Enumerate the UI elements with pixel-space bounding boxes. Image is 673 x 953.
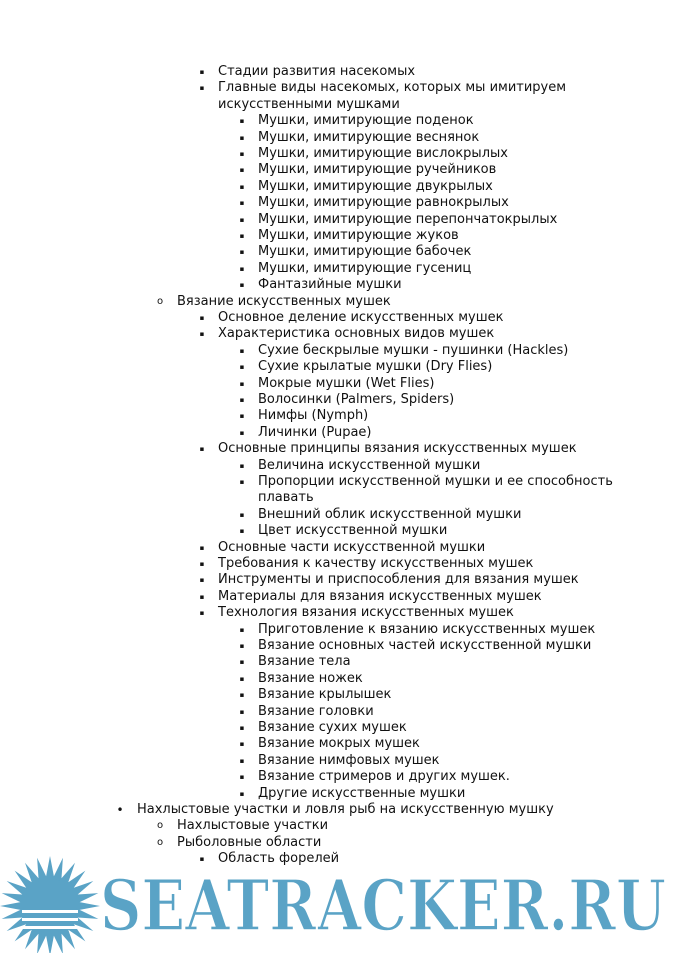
outline-item-text: Сухие крылатые мушки (Dry Flies) xyxy=(258,359,493,375)
outline-item-level-4 xyxy=(0,507,673,523)
outline-item-level-4 xyxy=(0,474,673,507)
outline-item-text: Вязание сухих мушек xyxy=(258,720,407,735)
outline-item-level-4 xyxy=(0,277,673,293)
list-bullet: ▪ xyxy=(239,248,245,257)
outline-item-text: Цвет искусственной мушки xyxy=(258,523,448,539)
list-bullet: ▪ xyxy=(239,461,245,470)
outline-item-level-4 xyxy=(0,638,673,654)
outline-item-text: Нимфы (Nymph) xyxy=(258,408,369,424)
list-bullet: ▪ xyxy=(199,314,205,322)
list-bullet: ▪ xyxy=(239,166,245,175)
outline-item-level-4 xyxy=(0,753,673,769)
outline-item-level-4 xyxy=(0,179,673,195)
outline-item-text: Область форелей xyxy=(218,851,340,867)
outline-item-text: Мушки, имитирующие веснянок xyxy=(258,129,480,145)
list-bullet: ▪ xyxy=(199,576,205,585)
outline-item-text: Личинки (Pupae) xyxy=(258,424,372,440)
list-bullet: ▪ xyxy=(239,756,245,765)
sun-icon xyxy=(0,856,100,953)
outline-item-text: Мушки, имитирующие гусениц xyxy=(258,260,472,276)
list-bullet: ▪ xyxy=(239,510,245,519)
outline-item-level-4 xyxy=(0,376,673,392)
list-bullet: ▪ xyxy=(239,707,245,716)
outline-item-text: Вязание искусственных мушек xyxy=(177,293,391,309)
list-bullet: • xyxy=(116,803,124,817)
list-bullet: ▪ xyxy=(239,264,245,273)
list-bullet: ▪ xyxy=(239,182,245,191)
list-bullet: ▪ xyxy=(239,789,245,798)
list-bullet: o xyxy=(156,295,164,307)
list-bullet: ▪ xyxy=(239,396,245,404)
outline-item-text: Нахлыстовые участки и ловля рыб на искусственную мушку xyxy=(137,802,554,817)
outline-item-text: Характеристика основных видов мушек xyxy=(218,326,495,342)
list-bullet: ▪ xyxy=(239,428,245,437)
outline-item-level-4 xyxy=(0,113,673,129)
outline-item-level-4 xyxy=(0,392,673,408)
outline-item-text: Волосинки (Palmers, Spiders) xyxy=(258,392,455,407)
outline-item-text: Стадии развития насекомых xyxy=(218,64,416,79)
outline-item-level-4 xyxy=(0,736,673,752)
outline-item-text: Сухие бескрылые мушки - пушинки (Hackles) xyxy=(258,342,569,358)
list-bullet: ▪ xyxy=(239,281,245,290)
outline-item-level-3 xyxy=(0,80,673,113)
outline-item-text: Пропорции искусственной мушки и ее способность плавать xyxy=(258,474,613,506)
watermark-text: SEATRACKER.RU xyxy=(100,864,666,947)
outline-item-text: Вязание стримеров и других мушек. xyxy=(258,769,510,785)
outline-item-text: Мушки, имитирующие поденок xyxy=(258,113,474,129)
outline-item-level-4 xyxy=(0,261,673,277)
outline-item-level-3 xyxy=(0,589,673,605)
outline-item-text: Приготовление к вязанию искусственных мушек xyxy=(258,621,596,637)
list-bullet: ▪ xyxy=(239,150,245,158)
list-bullet: ▪ xyxy=(239,133,245,142)
outline-item-level-3 xyxy=(0,572,673,588)
list-bullet: ▪ xyxy=(239,691,245,700)
list-bullet: ▪ xyxy=(199,68,205,76)
outline-item-level-4 xyxy=(0,195,673,211)
list-bullet: ▪ xyxy=(239,642,245,650)
list-bullet: ▪ xyxy=(239,724,245,732)
list-bullet: ▪ xyxy=(199,445,205,454)
outline-item-text: Вязание мокрых мушек xyxy=(258,736,420,752)
outline-item-text: Вязание крылышек xyxy=(258,687,392,703)
outline-item-text: Мушки, имитирующие равнокрылых xyxy=(258,195,509,211)
sun-stripe xyxy=(22,910,78,913)
outline-item-text: Основные части искусственной мушки xyxy=(218,539,486,555)
sun-stripe xyxy=(22,926,78,929)
outline-item-level-4 xyxy=(0,786,673,802)
outline-item-text: Мокрые мушки (Wet Flies) xyxy=(258,375,435,391)
list-bullet: ▪ xyxy=(199,84,205,93)
outline-item-text: Вязание ножек xyxy=(258,670,363,686)
outline-item-level-3 xyxy=(0,540,673,556)
list-bullet: ▪ xyxy=(239,379,245,388)
outline-item-level-4 xyxy=(0,622,673,638)
list-bullet: ▪ xyxy=(239,625,245,634)
list-bullet: ▪ xyxy=(239,346,245,355)
list-bullet: ▪ xyxy=(239,199,245,208)
outline-item-level-4 xyxy=(0,130,673,146)
outline-item-level-1 xyxy=(0,802,673,818)
outline-item-level-3 xyxy=(0,605,673,621)
outline-item-level-4 xyxy=(0,720,673,736)
outline-item-level-4 xyxy=(0,704,673,720)
list-bullet: ▪ xyxy=(239,412,245,421)
sun-disc xyxy=(23,879,77,933)
list-bullet: ▪ xyxy=(239,232,245,240)
list-bullet: o xyxy=(156,836,164,848)
outline-item-text: Основные принципы вязания искусственных мушек xyxy=(218,441,577,457)
outline-item-level-3 xyxy=(0,310,673,326)
outline-item-level-4 xyxy=(0,408,673,424)
outline-item-text: Материалы для вязания искусственных мушек xyxy=(218,588,542,604)
outline-item-level-4 xyxy=(0,343,673,359)
list-bullet: ▪ xyxy=(239,117,245,126)
outline-item-text: Мушки, имитирующие двукрылых xyxy=(258,178,493,194)
list-bullet: ▪ xyxy=(239,363,245,372)
outline-item-text: Вязание нимфовых мушек xyxy=(258,752,440,768)
outline-item-level-4 xyxy=(0,458,673,474)
outline-item-text: Рыболовные области xyxy=(177,834,322,850)
outline-item-text: Вязание основных частей искусственной мушки xyxy=(258,638,592,653)
outline-item-text: Величина искусственной мушки xyxy=(258,457,481,473)
outline-item-level-4 xyxy=(0,212,673,228)
outline-item-text: Мушки, имитирующие бабочек xyxy=(258,244,472,260)
list-bullet: ▪ xyxy=(199,560,205,568)
list-bullet: ▪ xyxy=(239,215,245,224)
outline-item-level-4 xyxy=(0,162,673,178)
seatracker-watermark xyxy=(0,848,673,953)
outline-item-level-4 xyxy=(0,523,673,539)
outline-item-text: Вязание головки xyxy=(258,703,374,719)
outline-item-text: Нахлыстовые участки xyxy=(177,818,329,834)
outline-item-text: Мушки, имитирующие жуков xyxy=(258,228,459,243)
outline-item-level-4 xyxy=(0,228,673,244)
list-bullet: ▪ xyxy=(239,658,245,667)
outline-item-level-4 xyxy=(0,359,673,375)
outline-item-text: Другие искусственные мушки xyxy=(258,785,466,801)
outline-item-level-3 xyxy=(0,556,673,572)
list-bullet: ▪ xyxy=(199,855,205,864)
outline-item-level-4 xyxy=(0,654,673,670)
outline-item-text: Мушки, имитирующие перепончатокрылых xyxy=(258,211,558,227)
outline-item-text: Инструменты и приспособления для вязания мушек xyxy=(218,572,579,588)
list-bullet: ▪ xyxy=(199,543,205,552)
list-bullet: ▪ xyxy=(239,478,245,486)
outline-item-text: Внешний облик искусственной мушки xyxy=(258,506,522,522)
list-bullet: ▪ xyxy=(199,592,205,601)
list-bullet: ▪ xyxy=(239,527,245,536)
outline-item-level-2 xyxy=(0,294,673,310)
outline-item-text: Мушки, имитирующие вислокрылых xyxy=(258,146,508,161)
sun-stripe xyxy=(22,918,78,921)
outline-item-level-4 xyxy=(0,146,673,162)
list-bullet: ▪ xyxy=(239,674,245,683)
list-bullet: o xyxy=(156,820,164,832)
outline-item-level-4 xyxy=(0,687,673,703)
list-bullet: ▪ xyxy=(239,740,245,749)
outline-item-level-3 xyxy=(0,441,673,457)
outline-item-text: Требования к качеству искусственных мушек xyxy=(218,556,534,571)
outline-item-text: Основное деление искусственных мушек xyxy=(218,310,504,325)
outline-item-text: Фантазийные мушки xyxy=(258,277,402,293)
outline-item-text: Мушки, имитирующие ручейников xyxy=(258,162,497,178)
outline-item-level-4 xyxy=(0,769,673,785)
outline-item-level-3 xyxy=(0,326,673,342)
outline-item-level-4 xyxy=(0,425,673,441)
list-bullet: ▪ xyxy=(199,609,205,618)
outline-item-level-4 xyxy=(0,244,673,260)
list-bullet: ▪ xyxy=(239,773,245,782)
list-bullet: ▪ xyxy=(199,330,205,339)
outline-item-level-4 xyxy=(0,671,673,687)
outline-item-text: Технология вязания искусственных мушек xyxy=(218,605,514,621)
outline-item-level-3 xyxy=(0,64,673,80)
outline-item-text: Главные виды насекомых, которых мы имитируем искусственными мушками xyxy=(218,80,567,112)
outline-item-level-2 xyxy=(0,818,673,834)
outline-item-text: Вязание тела xyxy=(258,654,351,670)
